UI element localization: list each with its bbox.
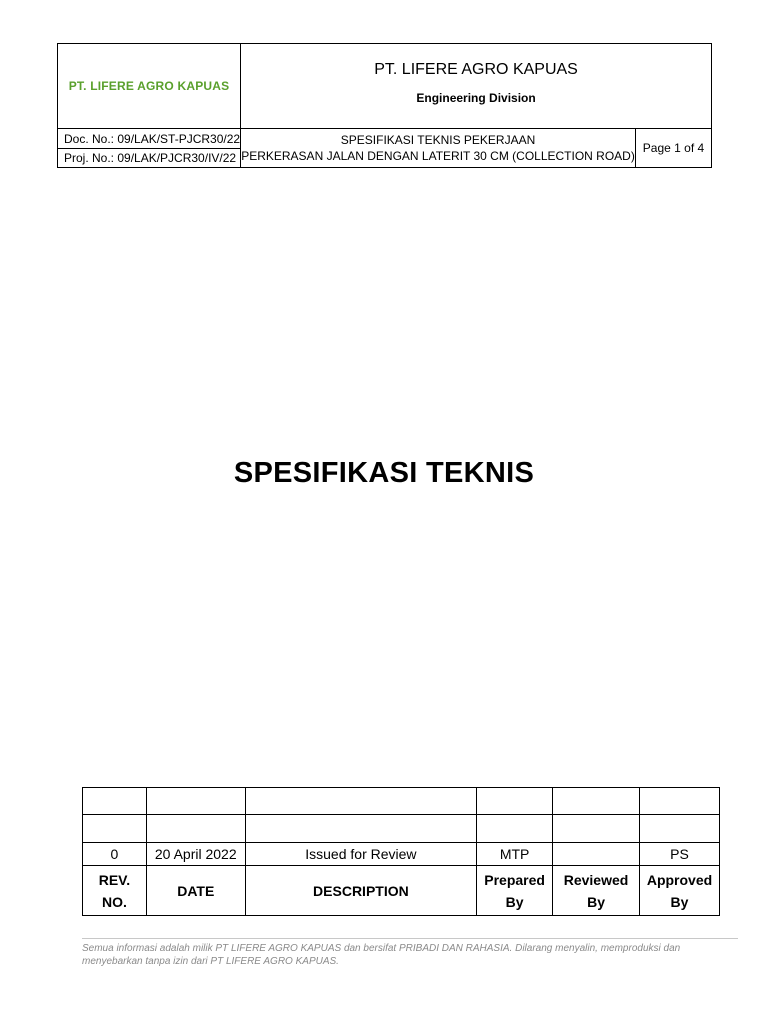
reviewed-cell xyxy=(553,815,640,843)
table-row xyxy=(83,843,720,866)
header-line: By xyxy=(505,893,524,910)
prepared-cell xyxy=(477,788,553,815)
prepared-by-header xyxy=(477,866,553,916)
header-line: By xyxy=(670,893,689,910)
page-number: Page 1 of 4 xyxy=(635,129,711,168)
table-row xyxy=(83,815,720,843)
approved-cell: PS xyxy=(640,843,720,866)
company-header-cell xyxy=(241,44,712,129)
reviewed-by-header xyxy=(553,866,640,916)
description-cell: Issued for Review xyxy=(245,843,477,866)
rev-no-header xyxy=(83,866,147,916)
header-line: REV. xyxy=(98,871,131,888)
company-name: PT. LIFERE AGRO KAPUAS xyxy=(374,61,578,78)
doc-number: Doc. No.: 09/LAK/ST-PJCR30/22 xyxy=(58,129,241,149)
reviewed-cell xyxy=(553,843,640,866)
rev-cell xyxy=(83,788,147,815)
date-cell xyxy=(146,815,245,843)
revision-table xyxy=(82,787,720,916)
approved-by-header xyxy=(640,866,720,916)
table-header-row xyxy=(83,866,720,916)
approved-cell xyxy=(640,788,720,815)
header-line: Prepared xyxy=(484,871,545,888)
description-header: DESCRIPTION xyxy=(245,866,477,916)
footer-divider xyxy=(82,938,738,939)
date-cell xyxy=(146,788,245,815)
document-header xyxy=(57,43,712,168)
header-line: By xyxy=(587,893,605,910)
description-cell xyxy=(245,788,477,815)
date-cell: 20 April 2022 xyxy=(146,843,245,866)
date-header: DATE xyxy=(146,866,245,916)
table-row xyxy=(83,788,720,815)
rev-cell: 0 xyxy=(83,843,147,866)
header-line: Reviewed xyxy=(563,871,629,888)
project-number: Proj. No.: 09/LAK/PJCR30/IV/22 xyxy=(58,149,241,168)
prepared-cell: MTP xyxy=(477,843,553,866)
header-line: NO. xyxy=(101,893,127,910)
prepared-cell xyxy=(477,815,553,843)
confidentiality-footer: Semua informasi adalah milik PT LIFERE AGRO KAPUAS dan bersifat PRIBADI DAN RAHASIA. Dilarang menyalin, memproduksi dan menyebarkan tanpa izin dari PT LIFERE AGRO KAPUAS. xyxy=(82,943,681,967)
page-title: SPESIFIKASI TEKNIS xyxy=(233,457,535,489)
spec-title-line1: SPESIFIKASI TEKNIS PEKERJAAN xyxy=(340,133,536,147)
rev-cell xyxy=(83,815,147,843)
spec-title-line2: PERKERASAN JALAN DENGAN LATERIT 30 CM (COLLECTION ROAD) xyxy=(241,149,635,163)
approved-cell xyxy=(640,815,720,843)
division-name: Engineering Division xyxy=(416,91,536,105)
spec-title-cell xyxy=(241,129,636,168)
reviewed-cell xyxy=(553,788,640,815)
description-cell xyxy=(245,815,477,843)
company-logo: PT. LIFERE AGRO KAPUAS xyxy=(58,44,241,129)
header-line: Approved xyxy=(646,871,713,888)
